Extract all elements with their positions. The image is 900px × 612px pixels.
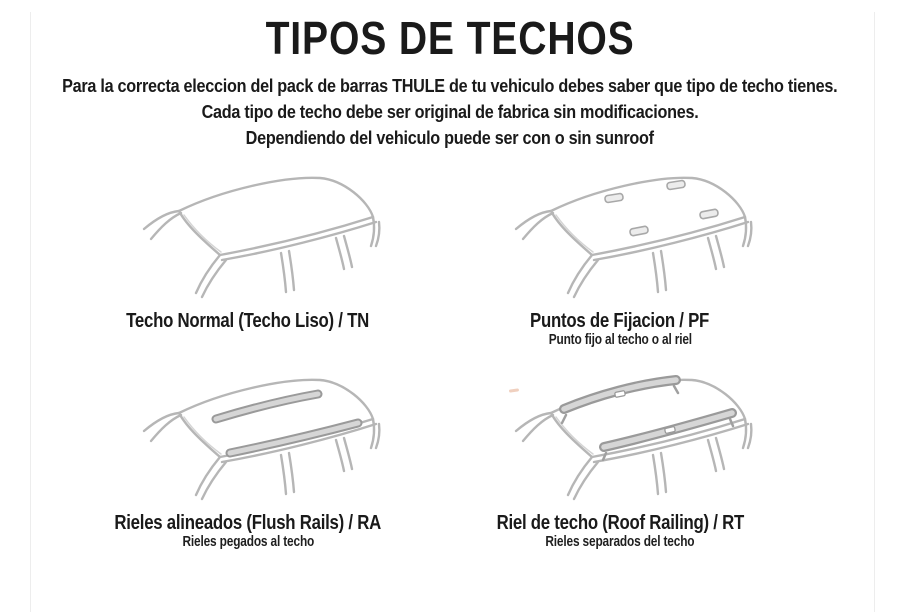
intro-line <box>0 125 900 151</box>
raised-rails <box>562 380 733 460</box>
intro-paragraph <box>0 73 900 151</box>
roof-type-card-fixed-points <box>434 165 806 349</box>
roof-type-sublabel <box>529 534 711 551</box>
roof-type-sublabel <box>168 534 329 551</box>
roof-type-sublabel-text: Punto fijo al techo o al riel <box>548 332 692 348</box>
intro-line <box>0 73 900 99</box>
roof-type-label-text: Techo Normal (Techo Liso) / TN <box>126 310 370 332</box>
roof-type-label <box>89 512 406 534</box>
roof-type-card-roof-railing <box>434 367 806 551</box>
roof-types-grid <box>62 165 806 551</box>
page-title-text: TIPOS DE TECHOS <box>265 12 635 64</box>
roof-type-label <box>103 310 392 332</box>
roof-type-label-text: Rieles alineados (Flush Rails) / RA <box>114 512 382 534</box>
intro-line <box>0 99 900 125</box>
roof-normal-illustration <box>124 165 404 310</box>
page-right-border <box>874 12 875 612</box>
roof-type-card-flush-rails <box>62 367 434 551</box>
roof-railing-illustration <box>496 367 776 512</box>
roof-type-label-text: Riel de techo (Roof Railing) / RT <box>496 512 744 534</box>
roof-type-card-normal <box>62 165 434 349</box>
intro-line-text: Cada tipo de techo debe ser original de fabrica sin modificaciones. <box>201 102 699 122</box>
roof-flush-rails-illustration <box>124 367 404 512</box>
roof-type-label <box>513 310 726 332</box>
page-title <box>0 12 900 64</box>
roof-type-sublabel <box>533 332 708 349</box>
page-left-border <box>30 12 31 612</box>
roof-type-sublabel-text: Rieles pegados al techo <box>182 534 314 550</box>
roof-type-label-text: Puntos de Fijacion / PF <box>530 310 710 332</box>
roof-fixed-points-illustration <box>496 165 776 310</box>
fixation-pads <box>605 180 719 236</box>
roof-type-sublabel-text: Rieles separados del techo <box>545 534 695 550</box>
intro-line-text: Dependiendo del vehiculo puede ser con o sin sunroof <box>245 128 655 148</box>
intro-line-text: Para la correcta eleccion del pack de barras THULE de tu vehiculo debes saber que tipo de techo tienes. <box>62 76 838 96</box>
roof-type-label <box>473 512 768 534</box>
